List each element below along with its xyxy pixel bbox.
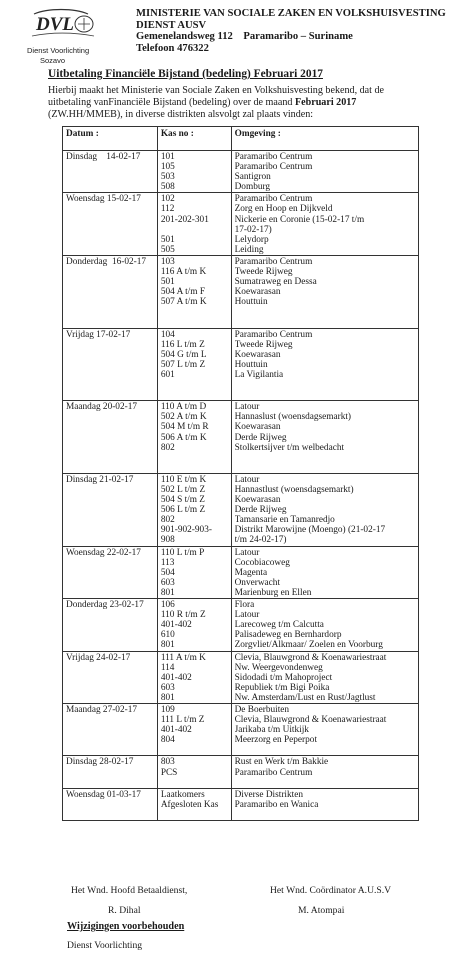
cell-date — [63, 151, 158, 193]
cell-date — [63, 328, 158, 401]
omgeving-line: Sumatraweg en Dessa — [234, 277, 317, 288]
cell-omgeving — [231, 255, 418, 328]
omgeving-line: Marienburg en Ellen — [234, 587, 312, 598]
payment-schedule-table — [62, 126, 419, 821]
table-row — [63, 788, 419, 820]
omgeving-line — [235, 463, 416, 473]
table-row — [63, 756, 419, 788]
kas-line: 501 — [160, 234, 175, 245]
kas-line: 508 — [160, 182, 175, 193]
omgeving-line: Magenta — [234, 567, 268, 578]
omgeving-line: Stolkertsijver t/m welbedacht — [234, 442, 345, 453]
address: Gemenelandsweg 112 Paramaribo – Suriname — [136, 31, 353, 43]
kas-line: 110 L t/m P — [160, 547, 205, 558]
table-row — [63, 193, 419, 256]
table-row — [63, 651, 419, 703]
omgeving-line: Palisadeweg en Bernhardorp — [234, 630, 342, 641]
cell-omgeving — [231, 151, 418, 193]
kas-line: 106 — [160, 600, 175, 611]
omgeving-line: Latour — [234, 474, 260, 485]
kas-line — [161, 318, 229, 328]
omgeving-line: Latour — [234, 547, 260, 558]
kas-line: 104 — [160, 329, 175, 340]
omgeving-line: Paramaribo Centrum — [234, 767, 313, 778]
cell-kas — [157, 546, 231, 598]
omgeving-line: Hannaslust (woensdagsemarkt) — [234, 412, 352, 423]
omgeving-line: Paramaribo Centrum — [234, 256, 313, 267]
kas-line: 908 — [160, 535, 175, 546]
kas-line: 101 — [160, 152, 175, 162]
kas-line: 507 A t/m K — [160, 297, 207, 308]
omgeving-line: La Vigilantia — [234, 369, 284, 380]
cell-omgeving — [231, 703, 418, 755]
kas-line: 112 — [160, 204, 175, 215]
cell-date — [63, 193, 158, 256]
cell-omgeving — [231, 651, 418, 703]
omgeving-line: Sidodadi t/m Mahoproject — [234, 672, 333, 683]
kas-line: 504 M t/m R — [160, 422, 209, 433]
cell-omgeving — [231, 473, 418, 546]
kas-line: 901-902-903- — [160, 525, 212, 536]
omgeving-line: Leiding — [234, 244, 264, 255]
date-text: Woensdag 01-03-17 — [66, 789, 141, 800]
omgeving-line: Domburg — [234, 182, 271, 193]
table-row — [63, 599, 419, 651]
cell-kas — [157, 756, 231, 788]
omgeving-line: Koewarasan — [234, 287, 281, 298]
kas-line — [161, 225, 229, 235]
kas-line: 116 A t/m K — [160, 267, 207, 278]
kas-line: 603 — [160, 577, 175, 588]
kas-line: 111 A t/m K — [160, 652, 206, 663]
letterhead — [136, 8, 446, 55]
cell-kas — [157, 328, 231, 401]
cell-date — [63, 599, 158, 651]
cell-omgeving — [231, 788, 418, 820]
omgeving-line: Koewarasan — [234, 349, 281, 360]
cell-omgeving — [231, 328, 418, 401]
omgeving-line: Lelydorp — [234, 234, 269, 245]
kas-line: 105 — [160, 162, 175, 173]
kas-line: 505 — [160, 244, 175, 255]
omgeving-line: Nw. Amsterdam/Lust en Rust/Jagtlust — [234, 692, 376, 703]
kas-line: 501 — [160, 277, 175, 288]
date-text: Donderdag 23-02-17 — [66, 600, 144, 611]
cell-date — [63, 788, 158, 820]
omgeving-line — [235, 745, 416, 755]
kas-line: 111 L t/m Z — [160, 715, 205, 726]
kas-line: 110 A t/m D — [160, 402, 207, 413]
kas-line: 801 — [160, 692, 175, 703]
omgeving-line: Rust en Werk t/m Bakkie — [234, 757, 329, 768]
kas-line: 110 E t/m K — [160, 474, 207, 485]
omgeving-line: Derde Rijweg — [234, 432, 287, 443]
omgeving-line — [235, 778, 416, 788]
omgeving-line — [235, 307, 416, 317]
kas-line — [161, 453, 229, 463]
omgeving-line: Clevia, Blauwgrond & Koenawariestraat — [234, 715, 387, 726]
omgeving-line: Koewarasan — [234, 422, 281, 433]
cell-omgeving — [231, 756, 418, 788]
date-text: Vrijdag 17-02-17 — [66, 329, 131, 340]
omgeving-line: Latour — [234, 402, 260, 413]
dvl-logo — [28, 6, 98, 46]
table-row — [63, 703, 419, 755]
omgeving-line: Jarikaba t/m Uitkijk — [234, 725, 309, 736]
omgeving-line: Zorgvliet/Alkmaar/ Zoelen en Voorburg — [234, 640, 383, 651]
kas-line: 504 G t/m L — [160, 349, 207, 360]
table-row — [63, 151, 419, 193]
kas-line — [161, 810, 229, 820]
table-row — [63, 401, 419, 474]
omgeving-line: Onverwacht — [234, 577, 281, 588]
omgeving-line: Tamansarie en Tamanredjo — [234, 515, 335, 526]
signature-left-title: Het Wnd. Hoofd Betaaldienst, — [71, 885, 188, 896]
table-row — [63, 473, 419, 546]
omgeving-line: Houttuin — [234, 297, 268, 308]
omgeving-line: Santigron — [234, 172, 271, 183]
header-omgeving: Omgeving : — [231, 127, 418, 151]
date-text: Donderdag 16-02-17 — [66, 256, 147, 267]
kas-line: 503 — [160, 172, 175, 183]
date-text: Dinsdag 28-02-17 — [66, 757, 134, 768]
kas-line: 610 — [160, 630, 175, 641]
date-text: Vrijdag 24-02-17 — [66, 652, 131, 663]
kas-line: 113 — [160, 557, 175, 568]
kas-line: 504 — [160, 567, 175, 578]
date-text: Woensdag 15-02-17 — [66, 194, 141, 205]
intro-text-2: (ZW.HH/MMEB), in diverse distrikten alsvolgt zal plaats vinden: — [48, 109, 314, 121]
cell-kas — [157, 788, 231, 820]
date-text: Dinsdag 14-02-17 — [66, 152, 141, 162]
department-name: DIENST AUSV — [136, 19, 207, 31]
omgeving-line — [235, 810, 416, 820]
table-body — [63, 151, 419, 821]
kas-line — [161, 307, 229, 317]
intro-paragraph — [48, 85, 418, 122]
document-title: Uitbetaling Financiële Bijstand (bedeling) Februari 2017 — [48, 68, 323, 80]
kas-line: 506 A t/m K — [160, 432, 207, 443]
cell-kas — [157, 255, 231, 328]
kas-line: 504 S t/m Z — [160, 495, 205, 506]
cell-date — [63, 255, 158, 328]
kas-line: 502 L t/m Z — [160, 485, 206, 495]
kas-line: 114 — [160, 662, 175, 673]
cell-date — [63, 651, 158, 703]
omgeving-line: Paramaribo Centrum — [234, 152, 313, 162]
omgeving-line — [235, 390, 416, 400]
telephone: Telefoon 476322 — [136, 43, 209, 55]
cell-kas — [157, 473, 231, 546]
kas-line: 102 — [160, 194, 175, 205]
cell-date — [63, 703, 158, 755]
cell-kas — [157, 703, 231, 755]
changes-reserved-note: Wijzigingen voorbehouden — [67, 921, 185, 932]
kas-line: 801 — [160, 587, 175, 598]
kas-line: 116 L t/m Z — [160, 339, 205, 350]
kas-line — [161, 778, 229, 788]
omgeving-line: De Boerbuiten — [234, 704, 290, 715]
kas-line — [161, 463, 229, 473]
kas-line — [161, 745, 229, 755]
kas-line: 603 — [160, 682, 175, 693]
kas-line: 201-202-301 — [160, 214, 209, 225]
cell-date — [63, 756, 158, 788]
signature-right-name: M. Atompai — [298, 905, 345, 916]
signature-right-title: Het Wnd. Coördinator A.U.S.V — [270, 885, 392, 896]
omgeving-line: Meerzorg en Peperpot — [234, 735, 318, 746]
omgeving-line: Nw. Weergevondenweg — [234, 662, 323, 673]
cell-kas — [157, 151, 231, 193]
date-text: Maandag 27-02-17 — [66, 704, 137, 715]
omgeving-line: Houttuin — [234, 359, 268, 370]
signature-left-name: R. Dihal — [108, 905, 141, 916]
kas-line: 103 — [160, 256, 175, 267]
omgeving-line: Flora — [234, 600, 255, 611]
omgeving-line: Paramaribo Centrum — [234, 162, 313, 173]
kas-line — [161, 380, 229, 390]
omgeving-line: Koewarasan — [234, 495, 281, 506]
omgeving-line: 17-02-17) — [234, 224, 272, 235]
omgeving-line: Larecoweg t/m Calcutta — [234, 620, 324, 631]
kas-line: 401-402 — [160, 620, 192, 631]
omgeving-line: Republiek t/m Bigi Poika — [234, 682, 330, 693]
omgeving-line: Distrikt Marowijne (Moengo) (21-02-17 — [234, 525, 386, 536]
omgeving-line: Tweede Rijweg — [234, 267, 293, 278]
omgeving-line: Tweede Rijweg — [234, 339, 293, 350]
kas-line: 601 — [160, 369, 175, 380]
omgeving-line: Derde Rijweg — [234, 505, 287, 516]
kas-line: Afgesloten Kas — [160, 799, 219, 810]
kas-line: 506 L t/m Z — [160, 505, 206, 516]
omgeving-line: Paramaribo Centrum — [234, 194, 313, 205]
table-row — [63, 328, 419, 401]
cell-date — [63, 473, 158, 546]
kas-line: 801 — [160, 640, 175, 651]
kas-line: 109 — [160, 704, 175, 715]
kas-line: 802 — [160, 515, 175, 526]
footer-department: Dienst Voorlichting — [67, 940, 143, 951]
omgeving-line — [235, 453, 416, 463]
date-text: Dinsdag 21-02-17 — [66, 474, 134, 485]
cell-kas — [157, 401, 231, 474]
omgeving-line: Clevia, Blauwgrond & Koenawariestraat — [234, 652, 387, 663]
intro-text-1: Hierbij maakt het Ministerie van Sociale Zaken en Volkshuisvesting bekend, dat de uitbetaling vanFinanciële Bijstand (bedeling) over de maand — [48, 85, 385, 109]
kas-line: 110 R t/m Z — [160, 610, 206, 621]
kas-line: 401-402 — [160, 725, 192, 736]
omgeving-line: t/m 24-02-17) — [234, 535, 287, 546]
cell-date — [63, 401, 158, 474]
kas-line: Laatkomers — [160, 789, 205, 800]
cell-kas — [157, 651, 231, 703]
table-row — [63, 255, 419, 328]
logo-caption-line1: Dienst Voorlichting — [27, 46, 90, 55]
omgeving-line: Paramaribo en Wanica — [234, 799, 319, 810]
ministry-name: MINISTERIE VAN SOCIALE ZAKEN EN VOLKSHUISVESTING — [136, 8, 446, 19]
omgeving-line: Zorg en Hoop en Dijkveld — [234, 204, 333, 215]
omgeving-line: Cocobiacoweg — [234, 557, 290, 568]
cell-kas — [157, 193, 231, 256]
kas-line: PCS — [160, 767, 178, 778]
omgeving-line: Nickerie en Coronie (15-02-17 t/m — [234, 214, 365, 225]
cell-omgeving — [231, 546, 418, 598]
intro-month: Februari 2017 — [294, 97, 357, 109]
omgeving-line — [235, 318, 416, 328]
omgeving-line: Paramaribo Centrum — [234, 329, 313, 340]
logo-caption-line2: Sozavo — [40, 55, 66, 65]
omgeving-line: Diverse Distrikten — [234, 789, 304, 800]
cell-kas — [157, 599, 231, 651]
header-kas: Kas no : — [157, 127, 231, 151]
kas-line: 803 — [160, 757, 175, 768]
kas-line: 802 — [160, 442, 175, 453]
kas-line: 504 A t/m F — [160, 287, 205, 298]
logo-mark: DVL — [36, 14, 74, 35]
kas-line — [161, 390, 229, 400]
date-text: Maandag 20-02-17 — [66, 402, 137, 413]
table-header-row — [63, 127, 419, 151]
date-text: Woensdag 22-02-17 — [66, 547, 141, 558]
cell-omgeving — [231, 599, 418, 651]
kas-line: 401-402 — [160, 672, 192, 683]
logo-caption — [27, 46, 107, 65]
kas-line: 502 A t/m K — [160, 412, 207, 423]
cell-omgeving — [231, 401, 418, 474]
omgeving-line: Hannastlust (woensdagsemarkt) — [234, 485, 354, 495]
omgeving-line — [235, 380, 416, 390]
table-row — [63, 546, 419, 598]
kas-line: 507 L t/m Z — [160, 359, 206, 370]
cell-date — [63, 546, 158, 598]
header-datum: Datum : — [63, 127, 158, 151]
cell-omgeving — [231, 193, 418, 256]
omgeving-line: Latour — [234, 610, 260, 621]
kas-line: 804 — [160, 735, 175, 746]
